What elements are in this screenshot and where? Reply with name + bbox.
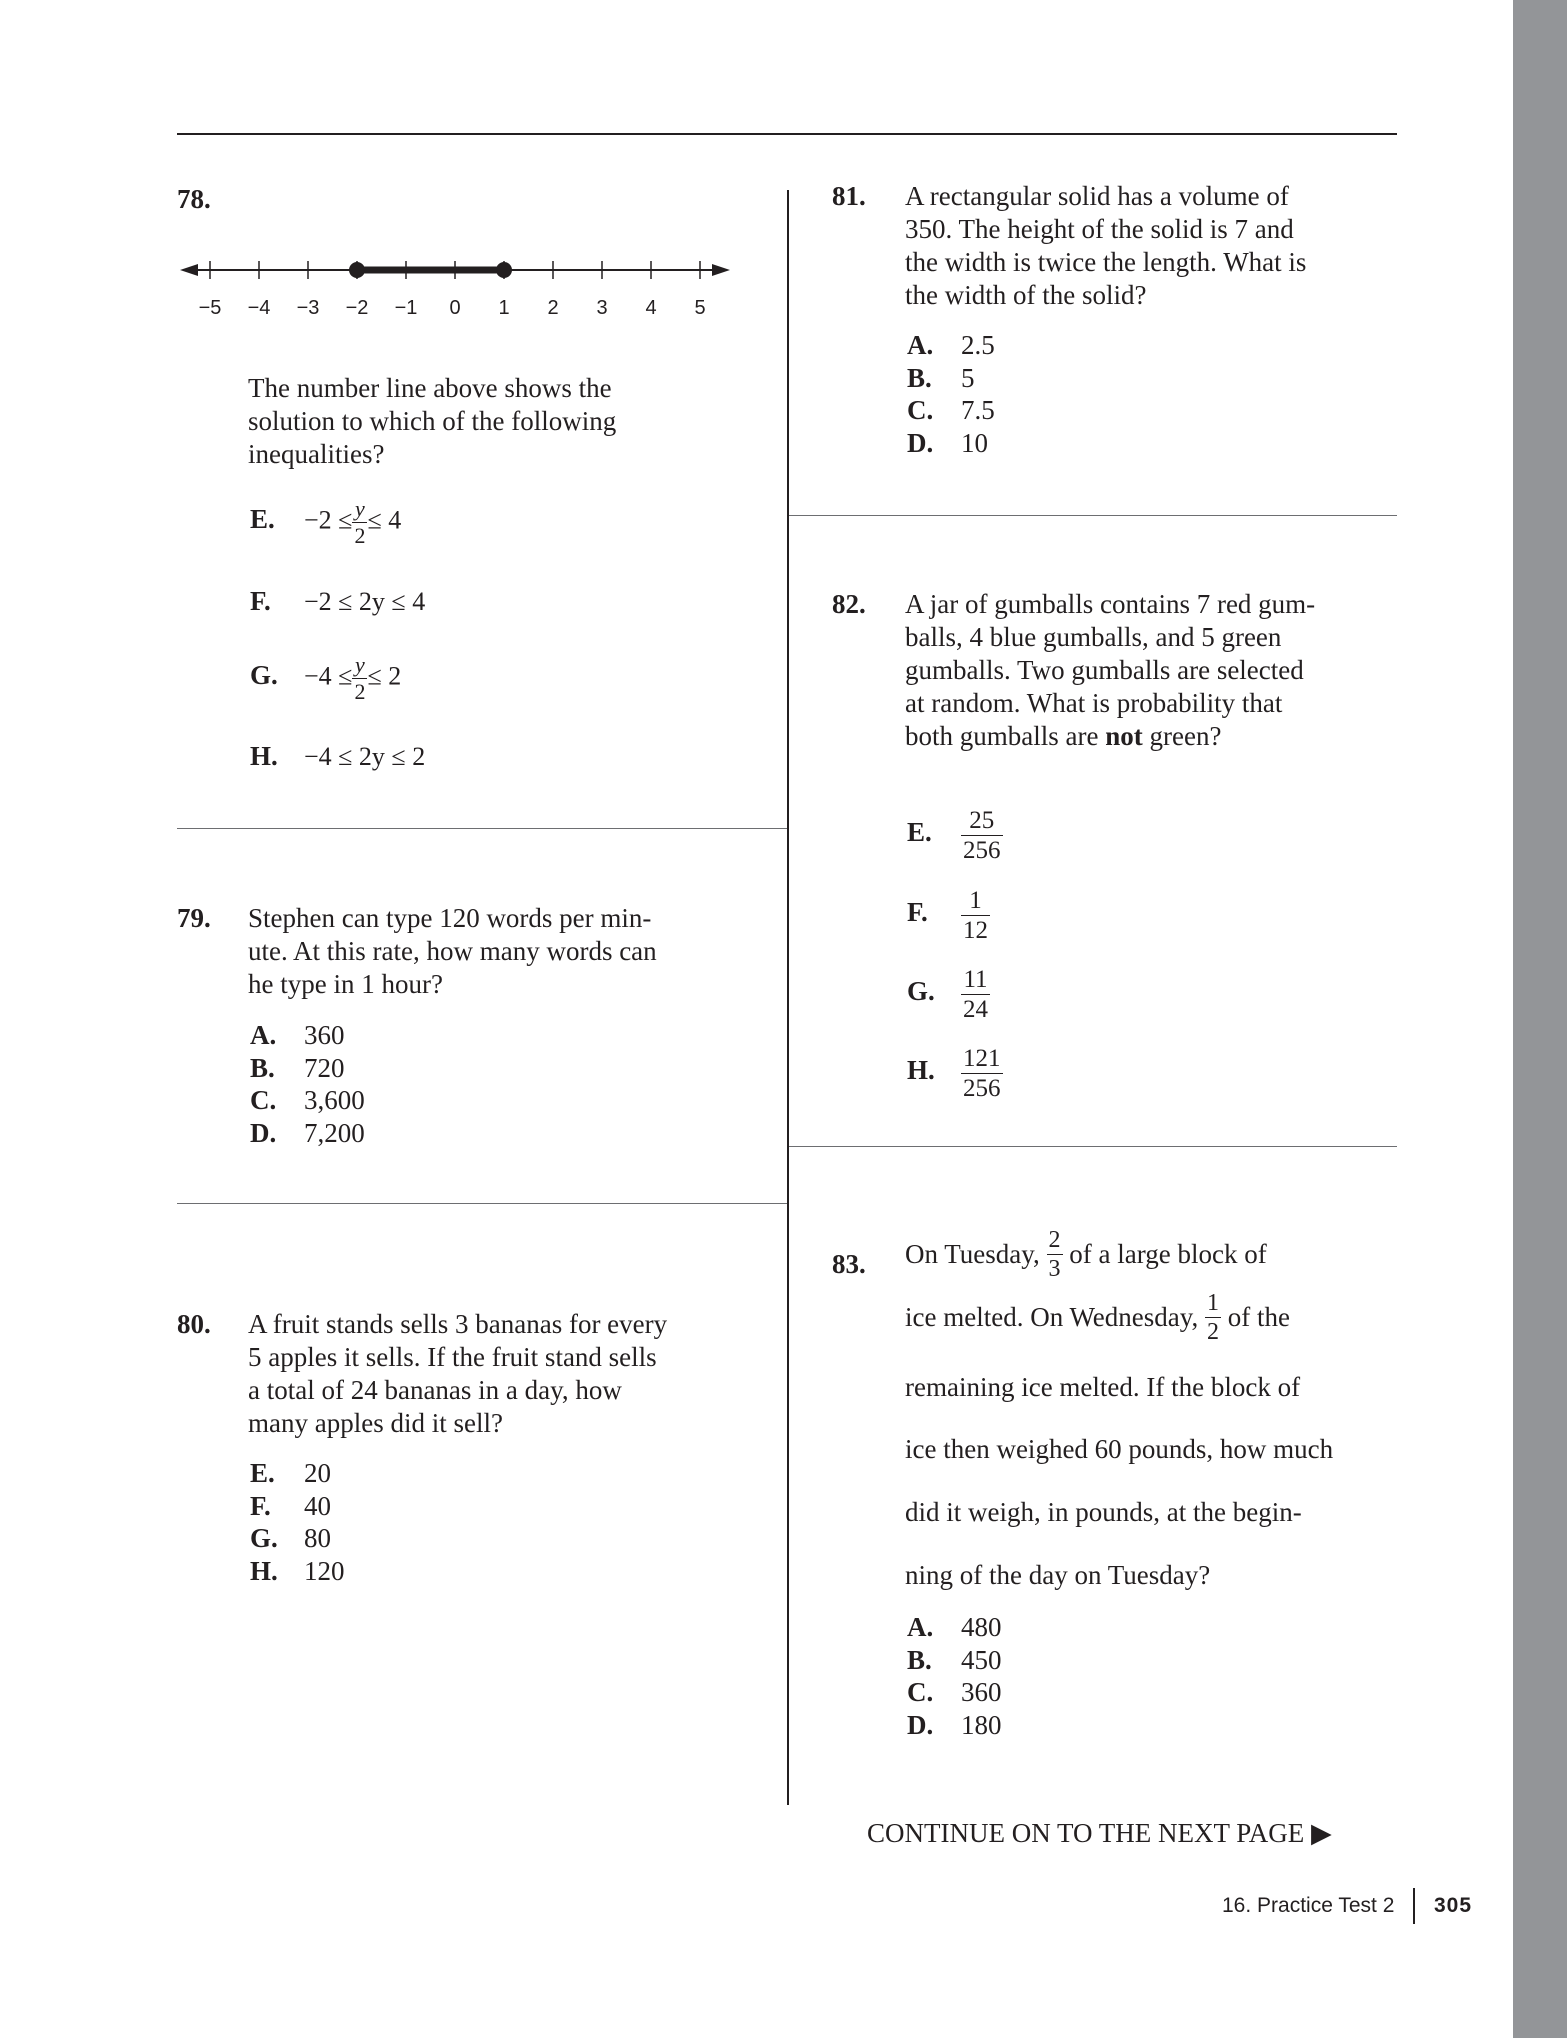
- stem-line: gumballs. Two gumballs are selected: [905, 655, 1304, 685]
- stem-line: remaining ice melted. If the block of: [905, 1372, 1301, 1402]
- ineq-left: −2 ≤: [304, 505, 353, 535]
- separator-79-80: [177, 1203, 787, 1204]
- fraction-denominator: 2: [354, 523, 366, 548]
- tick-label: −4: [247, 297, 271, 319]
- question-number: 78.: [177, 184, 211, 214]
- choice-letter: F.: [250, 1490, 271, 1521]
- choice-text: 20: [304, 1458, 331, 1488]
- choice-letter: H.: [250, 741, 278, 771]
- choice-letter: D.: [907, 1709, 934, 1740]
- stem-line: 350. The height of the solid is 7 and: [905, 214, 1294, 244]
- choice-g[interactable]: [907, 967, 990, 1022]
- fraction: [961, 808, 1003, 863]
- question-stem: [905, 588, 1315, 753]
- stem-line: balls, 4 blue gumballs, and 5 green: [905, 622, 1282, 652]
- fraction-numerator: 11: [963, 966, 988, 993]
- top-rule: [177, 133, 1397, 135]
- choice-text: 3,600: [304, 1085, 365, 1115]
- tick-label: 5: [694, 297, 706, 319]
- choice-letter: A.: [907, 1612, 934, 1642]
- choice-b[interactable]: [250, 1052, 365, 1085]
- choice-text: 480: [961, 1612, 1002, 1642]
- choice-letter: A.: [907, 330, 934, 360]
- answer-choices: [250, 1457, 345, 1587]
- question-number: 83.: [832, 1249, 866, 1279]
- choice-letter: E.: [250, 504, 275, 535]
- stem-text: green?: [1142, 721, 1222, 751]
- choice-letter: D.: [250, 1117, 277, 1148]
- choice-b[interactable]: [907, 1644, 1002, 1677]
- question-number: 82.: [832, 589, 866, 619]
- left-arrow: [180, 264, 198, 276]
- choice-g[interactable]: [250, 1522, 345, 1555]
- choice-text: 180: [961, 1709, 1002, 1740]
- stem-text: ice melted. On Wednesday,: [905, 1302, 1199, 1332]
- choice-a[interactable]: [907, 329, 995, 362]
- question-stem: [248, 372, 616, 471]
- choice-letter: A.: [250, 1020, 277, 1050]
- choice-letter: B.: [907, 362, 932, 393]
- tick-label: −5: [198, 297, 222, 319]
- stem-line: Stephen can type 120 words per min-: [248, 903, 652, 933]
- question-number: 79.: [177, 903, 211, 933]
- fraction-numerator: 1: [1206, 1290, 1219, 1316]
- choice-text: 450: [961, 1644, 1002, 1675]
- choice-text: 80: [304, 1523, 331, 1553]
- choice-text: −4 ≤ 2y ≤ 2: [304, 742, 426, 771]
- choice-d[interactable]: [907, 427, 995, 460]
- fraction-denominator: 256: [963, 837, 1001, 864]
- question-stem: [248, 1308, 667, 1440]
- stem-line: inequalities?: [248, 439, 385, 469]
- stem-line: [905, 720, 1315, 753]
- stem-line: ning of the day on Tuesday?: [905, 1560, 1211, 1590]
- footer-separator: [1413, 1888, 1415, 1924]
- fraction-numerator: y: [355, 652, 365, 677]
- choice-letter: E.: [250, 1458, 275, 1488]
- number-line-graphic: [180, 261, 730, 319]
- choice-d[interactable]: [907, 1709, 1002, 1742]
- choice-g[interactable]: [250, 654, 401, 703]
- stem-line: [905, 1228, 1267, 1281]
- choice-text: 2.5: [961, 330, 995, 360]
- fraction-denominator: 24: [963, 996, 988, 1023]
- tick-label: −1: [394, 297, 418, 319]
- choice-text: 360: [304, 1020, 345, 1050]
- choice-a[interactable]: [250, 1019, 365, 1052]
- stem-line: the width is twice the length. What is: [905, 247, 1307, 277]
- choice-letter: D.: [907, 427, 934, 458]
- choice-letter: H.: [250, 1555, 278, 1586]
- ineq-right: ≤ 2: [367, 661, 402, 691]
- choice-c[interactable]: [907, 1676, 1002, 1709]
- question-stem: [905, 180, 1306, 312]
- stem-line: ute. At this rate, how many words can: [248, 936, 657, 966]
- choice-f[interactable]: [250, 586, 425, 617]
- choice-letter: C.: [907, 395, 934, 425]
- choice-text: 360: [961, 1677, 1002, 1707]
- fraction-denominator: 2: [1206, 1319, 1219, 1345]
- choice-letter: C.: [907, 1677, 934, 1707]
- ineq-left: −4 ≤: [304, 661, 353, 691]
- fraction: [961, 967, 990, 1022]
- stem-text: On Tuesday,: [905, 1239, 1040, 1269]
- choice-e[interactable]: [907, 808, 1003, 863]
- tick-label: 4: [645, 297, 657, 319]
- right-arrow: [712, 264, 730, 276]
- fraction-numerator: 121: [963, 1045, 1001, 1072]
- page-number: 305: [1434, 1894, 1473, 1917]
- endpoint-dot-start: [349, 262, 365, 278]
- emphasis-not: not: [1105, 721, 1143, 751]
- tick-label: 0: [449, 297, 461, 319]
- choice-f[interactable]: [250, 1490, 345, 1523]
- choice-letter: G.: [250, 1523, 278, 1553]
- stem-line: A fruit stands sells 3 bananas for every: [248, 1309, 668, 1339]
- question-number: 81.: [832, 181, 866, 211]
- tick-label: −3: [296, 297, 320, 319]
- choice-d[interactable]: [250, 1117, 365, 1150]
- stem-line: the width of the solid?: [905, 280, 1147, 310]
- choice-letter: H.: [907, 1055, 935, 1086]
- choice-letter: B.: [907, 1644, 932, 1675]
- question-number: 80.: [177, 1309, 211, 1339]
- choice-b[interactable]: [907, 362, 995, 395]
- continue-prompt: CONTINUE ON TO THE NEXT PAGE ▶: [867, 1818, 1332, 1848]
- choice-a[interactable]: [907, 1611, 1002, 1644]
- stem-line: A rectangular solid has a volume of: [905, 181, 1289, 211]
- choice-letter: G.: [907, 976, 935, 1007]
- choice-e[interactable]: [250, 1457, 345, 1490]
- stem-text: of a large block of: [1069, 1239, 1267, 1269]
- stem-line: A jar of gumballs contains 7 red gum-: [905, 589, 1316, 619]
- endpoint-dot-end: [496, 262, 512, 278]
- tick-label: 2: [547, 297, 559, 319]
- fraction-denominator: 2: [354, 679, 366, 704]
- separator-82-83: [789, 1146, 1397, 1147]
- choice-letter: B.: [250, 1052, 275, 1083]
- choice-text: 120: [304, 1555, 345, 1586]
- stem-line: ice then weighed 60 pounds, how much: [905, 1434, 1334, 1464]
- fraction-denominator: 12: [963, 917, 988, 944]
- choice-text: 10: [961, 427, 988, 458]
- fraction-numerator: y: [355, 496, 365, 521]
- stem-line: a total of 24 bananas in a day, how: [248, 1375, 622, 1405]
- fraction-numerator: 25: [969, 807, 995, 834]
- choice-c[interactable]: [907, 394, 995, 427]
- fraction: [1205, 1291, 1221, 1344]
- choice-text: 5: [961, 362, 975, 393]
- choice-letter: F.: [907, 897, 928, 928]
- tick-label: 3: [596, 297, 608, 319]
- answer-choices: [907, 1611, 1002, 1741]
- answer-choices: [907, 329, 995, 459]
- tick-label: −2: [345, 297, 369, 319]
- choice-h[interactable]: [250, 741, 425, 772]
- stem-line: did it weigh, in pounds, at the begin-: [905, 1497, 1302, 1527]
- stem-line: [905, 1291, 1290, 1344]
- choice-f[interactable]: [907, 888, 990, 943]
- stem-line: solution to which of the following: [248, 406, 617, 436]
- choice-e[interactable]: [250, 498, 401, 547]
- answer-choices: [250, 1019, 365, 1149]
- fraction-numerator: 2: [1048, 1227, 1061, 1253]
- choice-letter: F.: [250, 586, 271, 616]
- fraction: [352, 498, 367, 547]
- ineq-right: ≤ 4: [367, 505, 402, 535]
- choice-letter: E.: [907, 817, 932, 848]
- number-line: [170, 250, 750, 340]
- stem-text: of the: [1227, 1302, 1290, 1332]
- choice-letter: C.: [250, 1085, 277, 1115]
- choice-c[interactable]: [250, 1084, 365, 1117]
- fraction-denominator: 256: [963, 1075, 1001, 1102]
- choice-h[interactable]: [250, 1555, 345, 1588]
- stem-line: The number line above shows the: [248, 373, 612, 403]
- fraction: [961, 888, 990, 943]
- question-stem: [248, 902, 657, 1001]
- stem-line: 5 apples it sells. If the fruit stand sells: [248, 1342, 657, 1372]
- choice-text: 7,200: [304, 1117, 365, 1148]
- choice-h[interactable]: [907, 1046, 1003, 1101]
- choice-text: 7.5: [961, 395, 995, 425]
- page-edge-tab: [1513, 0, 1567, 2038]
- choice-text: 720: [304, 1052, 345, 1083]
- stem-line: many apples did it sell?: [248, 1408, 503, 1438]
- separator-81-82: [789, 515, 1397, 516]
- stem-line: at random. What is probability that: [905, 688, 1283, 718]
- choice-text: 40: [304, 1490, 331, 1521]
- stem-text: both gumballs are: [905, 721, 1106, 751]
- fraction: [1047, 1228, 1063, 1281]
- fraction-numerator: 1: [969, 887, 982, 914]
- fraction: [352, 654, 367, 703]
- fraction: [961, 1046, 1003, 1101]
- footer-chapter: 16. Practice Test 2: [1222, 1894, 1395, 1917]
- choice-text: −2 ≤ 2y ≤ 4: [304, 587, 426, 616]
- column-divider: [787, 190, 789, 1805]
- separator-78-79: [177, 828, 787, 829]
- choice-letter: G.: [250, 660, 278, 691]
- tick-label: 1: [498, 297, 510, 319]
- stem-line: he type in 1 hour?: [248, 969, 443, 999]
- fraction-denominator: 3: [1048, 1256, 1061, 1282]
